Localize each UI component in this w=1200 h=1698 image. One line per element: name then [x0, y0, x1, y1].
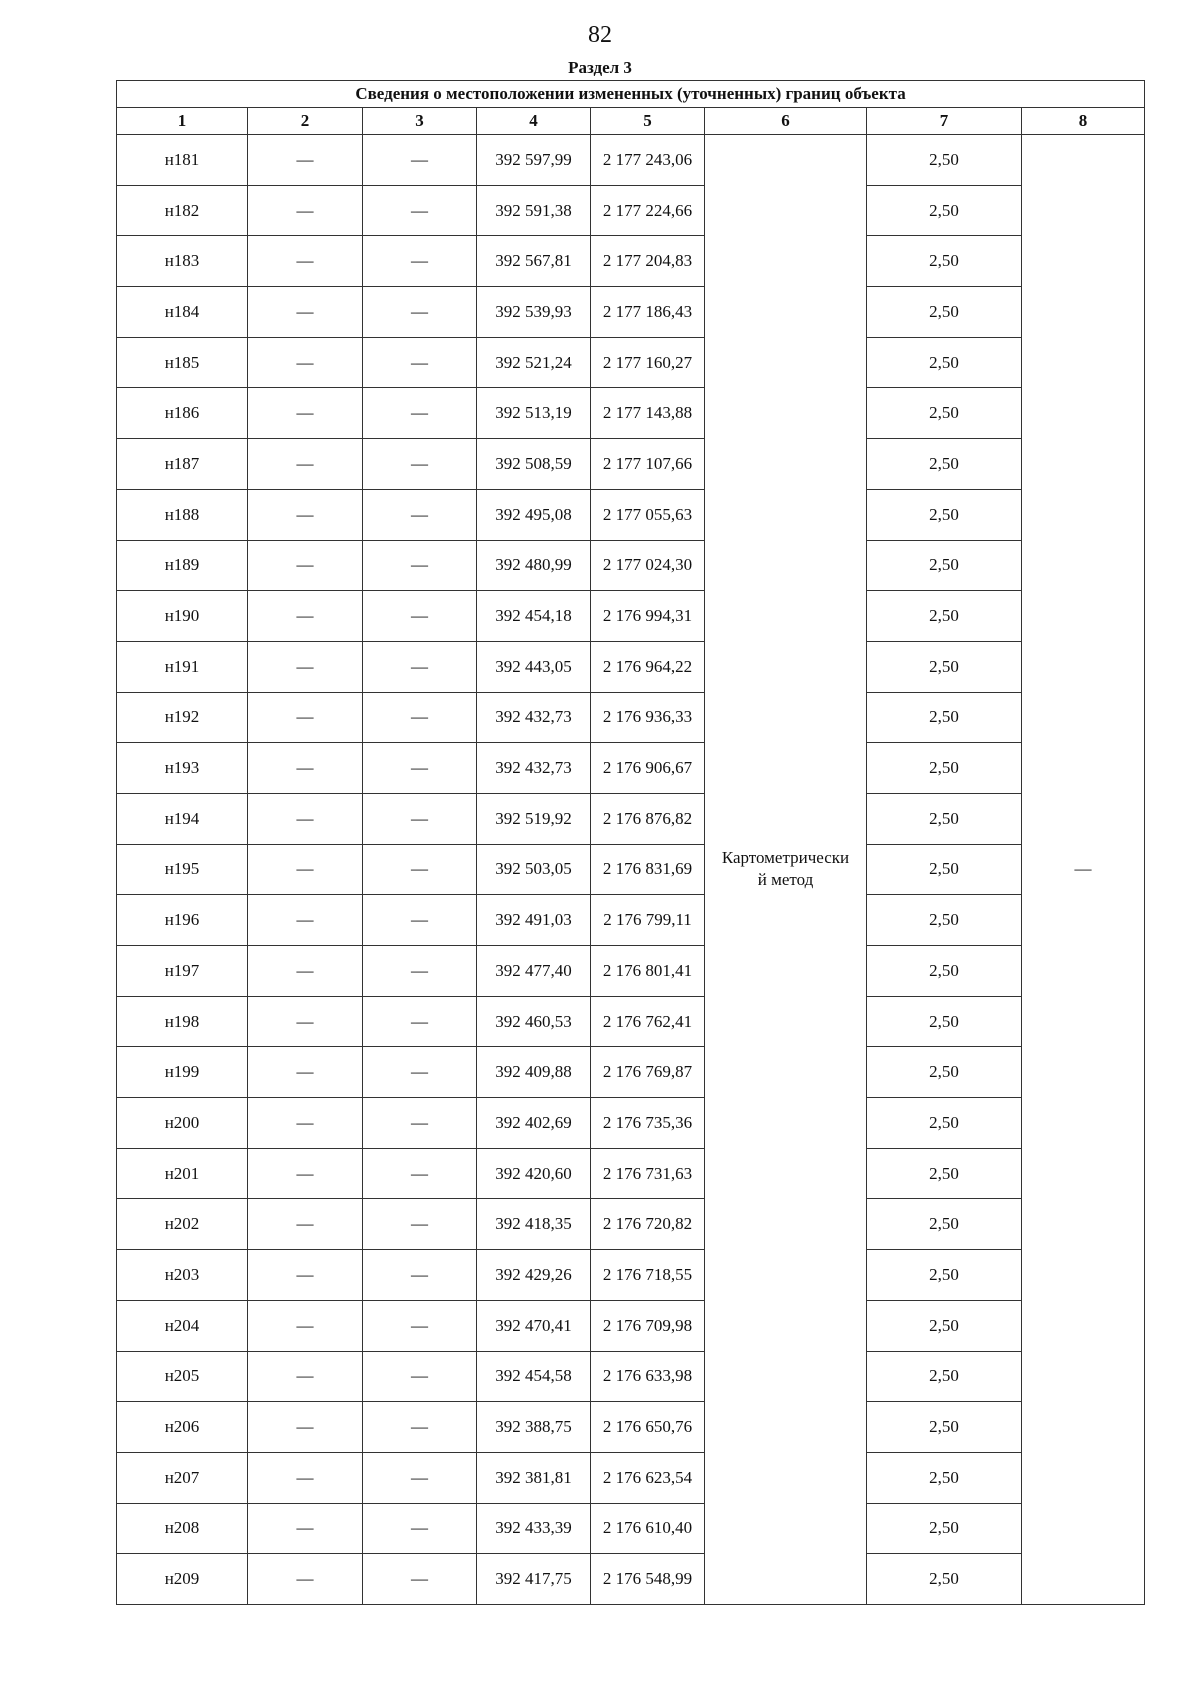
table-row [117, 1554, 1145, 1605]
y-coordinate-cell: 2 176 735,36 [591, 1098, 705, 1149]
column-number: 4 [477, 108, 591, 135]
column-3-cell: — [363, 743, 477, 794]
column-2-cell: — [248, 1199, 363, 1250]
point-id-cell: н207 [117, 1452, 248, 1503]
column-2-cell: — [248, 946, 363, 997]
y-coordinate-cell: 2 176 623,54 [591, 1452, 705, 1503]
table-row [117, 1047, 1145, 1098]
column-2-cell: — [248, 1554, 363, 1605]
column-2-cell: — [248, 1047, 363, 1098]
boundary-coordinates-table [116, 80, 1145, 1605]
accuracy-cell: 2,50 [867, 1199, 1022, 1250]
accuracy-cell: 2,50 [867, 1503, 1022, 1554]
x-coordinate-cell: 392 470,41 [477, 1300, 591, 1351]
point-id-cell: н209 [117, 1554, 248, 1605]
column-2-cell: — [248, 895, 363, 946]
table-row [117, 1503, 1145, 1554]
column-2-cell: — [248, 793, 363, 844]
accuracy-cell: 2,50 [867, 287, 1022, 338]
point-id-cell: н201 [117, 1148, 248, 1199]
column-3-cell: — [363, 1351, 477, 1402]
y-coordinate-cell: 2 177 107,66 [591, 439, 705, 490]
table-row [117, 1199, 1145, 1250]
y-coordinate-cell: 2 176 709,98 [591, 1300, 705, 1351]
x-coordinate-cell: 392 491,03 [477, 895, 591, 946]
accuracy-cell: 2,50 [867, 692, 1022, 743]
point-id-cell: н192 [117, 692, 248, 743]
column-3-cell: — [363, 1148, 477, 1199]
column-3-cell: — [363, 185, 477, 236]
column-3-cell: — [363, 844, 477, 895]
column-3-cell: — [363, 1452, 477, 1503]
point-id-cell: н206 [117, 1402, 248, 1453]
y-coordinate-cell: 2 176 994,31 [591, 591, 705, 642]
x-coordinate-cell: 392 381,81 [477, 1452, 591, 1503]
accuracy-cell: 2,50 [867, 1351, 1022, 1402]
table-row [117, 895, 1145, 946]
accuracy-cell: 2,50 [867, 489, 1022, 540]
column-3-cell: — [363, 439, 477, 490]
point-id-cell: н181 [117, 135, 248, 186]
column-3-cell: — [363, 540, 477, 591]
x-coordinate-cell: 392 521,24 [477, 337, 591, 388]
point-id-cell: н190 [117, 591, 248, 642]
x-coordinate-cell: 392 508,59 [477, 439, 591, 490]
table-row [117, 388, 1145, 439]
section-title: Раздел 3 [568, 58, 632, 77]
x-coordinate-cell: 392 388,75 [477, 1402, 591, 1453]
column-2-cell: — [248, 540, 363, 591]
y-coordinate-cell: 2 176 718,55 [591, 1250, 705, 1301]
table-row [117, 743, 1145, 794]
accuracy-cell: 2,50 [867, 996, 1022, 1047]
column-3-cell: — [363, 236, 477, 287]
table-row [117, 1098, 1145, 1149]
column-3-cell: — [363, 1554, 477, 1605]
y-coordinate-cell: 2 177 224,66 [591, 185, 705, 236]
y-coordinate-cell: 2 176 964,22 [591, 641, 705, 692]
point-id-cell: н195 [117, 844, 248, 895]
method-text-line: Картометрически [721, 848, 850, 868]
page-number: 82 [588, 22, 612, 48]
table-row [117, 287, 1145, 338]
accuracy-cell: 2,50 [867, 185, 1022, 236]
column-3-cell: — [363, 1503, 477, 1554]
column-2-cell: — [248, 996, 363, 1047]
y-coordinate-cell: 2 176 720,82 [591, 1199, 705, 1250]
column-number: 5 [591, 108, 705, 135]
column-number: 1 [117, 108, 248, 135]
column-number: 8 [1022, 108, 1145, 135]
accuracy-cell: 2,50 [867, 895, 1022, 946]
column-3-cell: — [363, 1199, 477, 1250]
column-2-cell: — [248, 185, 363, 236]
accuracy-cell: 2,50 [867, 946, 1022, 997]
table-body [117, 135, 1145, 1605]
column-2-cell: — [248, 489, 363, 540]
y-coordinate-cell: 2 176 876,82 [591, 793, 705, 844]
y-coordinate-cell: 2 177 243,06 [591, 135, 705, 186]
column-2-cell: — [248, 1300, 363, 1351]
y-coordinate-cell: 2 177 186,43 [591, 287, 705, 338]
column-2-cell: — [248, 135, 363, 186]
x-coordinate-cell: 392 432,73 [477, 743, 591, 794]
point-id-cell: н187 [117, 439, 248, 490]
column-2-cell: — [248, 1098, 363, 1149]
column-3-cell: — [363, 793, 477, 844]
point-id-cell: н198 [117, 996, 248, 1047]
column-3-cell: — [363, 135, 477, 186]
accuracy-cell: 2,50 [867, 1452, 1022, 1503]
y-coordinate-cell: 2 177 143,88 [591, 388, 705, 439]
accuracy-cell: 2,50 [867, 388, 1022, 439]
table-row [117, 844, 1145, 895]
x-coordinate-cell: 392 539,93 [477, 287, 591, 338]
accuracy-cell: 2,50 [867, 844, 1022, 895]
table-row [117, 337, 1145, 388]
accuracy-cell: 2,50 [867, 743, 1022, 794]
y-coordinate-cell: 2 176 799,11 [591, 895, 705, 946]
column-2-cell: — [248, 1402, 363, 1453]
table-row [117, 996, 1145, 1047]
table-row [117, 489, 1145, 540]
table-row [117, 1300, 1145, 1351]
column-2-cell: — [248, 1452, 363, 1503]
x-coordinate-cell: 392 513,19 [477, 388, 591, 439]
y-coordinate-cell: 2 177 204,83 [591, 236, 705, 287]
method-cell [705, 135, 867, 1605]
column-3-cell: — [363, 946, 477, 997]
y-coordinate-cell: 2 176 906,67 [591, 743, 705, 794]
x-coordinate-cell: 392 454,18 [477, 591, 591, 642]
accuracy-cell: 2,50 [867, 540, 1022, 591]
column-2-cell: — [248, 1250, 363, 1301]
column-3-cell: — [363, 996, 477, 1047]
accuracy-cell: 2,50 [867, 1250, 1022, 1301]
x-coordinate-cell: 392 454,58 [477, 1351, 591, 1402]
x-coordinate-cell: 392 477,40 [477, 946, 591, 997]
column-2-cell: — [248, 439, 363, 490]
table-row [117, 641, 1145, 692]
table-row [117, 1148, 1145, 1199]
accuracy-cell: 2,50 [867, 641, 1022, 692]
column-3-cell: — [363, 895, 477, 946]
x-coordinate-cell: 392 443,05 [477, 641, 591, 692]
column-2-cell: — [248, 1503, 363, 1554]
table-row [117, 1351, 1145, 1402]
table-row [117, 540, 1145, 591]
point-id-cell: н208 [117, 1503, 248, 1554]
column-3-cell: — [363, 1047, 477, 1098]
column-2-cell: — [248, 287, 363, 338]
x-coordinate-cell: 392 432,73 [477, 692, 591, 743]
x-coordinate-cell: 392 417,75 [477, 1554, 591, 1605]
y-coordinate-cell: 2 176 801,41 [591, 946, 705, 997]
y-coordinate-cell: 2 176 610,40 [591, 1503, 705, 1554]
column-2-cell: — [248, 236, 363, 287]
point-id-cell: н196 [117, 895, 248, 946]
table-row [117, 591, 1145, 642]
x-coordinate-cell: 392 429,26 [477, 1250, 591, 1301]
point-id-cell: н203 [117, 1250, 248, 1301]
column-3-cell: — [363, 1402, 477, 1453]
x-coordinate-cell: 392 409,88 [477, 1047, 591, 1098]
accuracy-cell: 2,50 [867, 591, 1022, 642]
column-3-cell: — [363, 692, 477, 743]
column-number: 3 [363, 108, 477, 135]
point-id-cell: н183 [117, 236, 248, 287]
table-row [117, 793, 1145, 844]
point-id-cell: н199 [117, 1047, 248, 1098]
point-id-cell: н205 [117, 1351, 248, 1402]
y-coordinate-cell: 2 176 769,87 [591, 1047, 705, 1098]
y-coordinate-cell: 2 177 160,27 [591, 337, 705, 388]
column-3-cell: — [363, 337, 477, 388]
point-id-cell: н200 [117, 1098, 248, 1149]
column-3-cell: — [363, 287, 477, 338]
x-coordinate-cell: 392 418,35 [477, 1199, 591, 1250]
column-2-cell: — [248, 641, 363, 692]
point-id-cell: н197 [117, 946, 248, 997]
point-id-cell: н189 [117, 540, 248, 591]
table-row [117, 1250, 1145, 1301]
column-2-cell: — [248, 337, 363, 388]
table-row [117, 135, 1145, 186]
column-3-cell: — [363, 1300, 477, 1351]
point-id-cell: н193 [117, 743, 248, 794]
y-coordinate-cell: 2 176 548,99 [591, 1554, 705, 1605]
y-coordinate-cell: 2 176 762,41 [591, 996, 705, 1047]
table-row [117, 236, 1145, 287]
column-number: 2 [248, 108, 363, 135]
y-coordinate-cell: 2 176 831,69 [591, 844, 705, 895]
column-3-cell: — [363, 1250, 477, 1301]
column-3-cell: — [363, 641, 477, 692]
column-2-cell: — [248, 1351, 363, 1402]
point-id-cell: н184 [117, 287, 248, 338]
accuracy-cell: 2,50 [867, 439, 1022, 490]
column-2-cell: — [248, 1148, 363, 1199]
accuracy-cell: 2,50 [867, 135, 1022, 186]
column-2-cell: — [248, 743, 363, 794]
accuracy-cell: 2,50 [867, 793, 1022, 844]
column-3-cell: — [363, 591, 477, 642]
point-id-cell: н185 [117, 337, 248, 388]
column-3-cell: — [363, 489, 477, 540]
y-coordinate-cell: 2 177 055,63 [591, 489, 705, 540]
point-id-cell: н194 [117, 793, 248, 844]
column-number: 6 [705, 108, 867, 135]
point-id-cell: н191 [117, 641, 248, 692]
accuracy-cell: 2,50 [867, 236, 1022, 287]
table-row [117, 1402, 1145, 1453]
y-coordinate-cell: 2 176 731,63 [591, 1148, 705, 1199]
x-coordinate-cell: 392 567,81 [477, 236, 591, 287]
column-2-cell: — [248, 692, 363, 743]
accuracy-cell: 2,50 [867, 1148, 1022, 1199]
column-8-cell: — [1022, 135, 1145, 1605]
table-row [117, 185, 1145, 236]
column-3-cell: — [363, 388, 477, 439]
column-2-cell: — [248, 844, 363, 895]
table-caption: Сведения о местоположении измененных (уточненных) границ объекта [117, 81, 1145, 108]
table-row [117, 439, 1145, 490]
x-coordinate-cell: 392 433,39 [477, 1503, 591, 1554]
x-coordinate-cell: 392 402,69 [477, 1098, 591, 1149]
y-coordinate-cell: 2 176 936,33 [591, 692, 705, 743]
column-2-cell: — [248, 591, 363, 642]
accuracy-cell: 2,50 [867, 1554, 1022, 1605]
accuracy-cell: 2,50 [867, 1047, 1022, 1098]
x-coordinate-cell: 392 480,99 [477, 540, 591, 591]
y-coordinate-cell: 2 176 650,76 [591, 1402, 705, 1453]
point-id-cell: н182 [117, 185, 248, 236]
accuracy-cell: 2,50 [867, 1402, 1022, 1453]
table-row [117, 1452, 1145, 1503]
y-coordinate-cell: 2 177 024,30 [591, 540, 705, 591]
point-id-cell: н202 [117, 1199, 248, 1250]
x-coordinate-cell: 392 519,92 [477, 793, 591, 844]
x-coordinate-cell: 392 460,53 [477, 996, 591, 1047]
y-coordinate-cell: 2 176 633,98 [591, 1351, 705, 1402]
column-3-cell: — [363, 1098, 477, 1149]
x-coordinate-cell: 392 420,60 [477, 1148, 591, 1199]
x-coordinate-cell: 392 503,05 [477, 844, 591, 895]
accuracy-cell: 2,50 [867, 1098, 1022, 1149]
method-text-line: й метод [757, 870, 814, 890]
column-2-cell: — [248, 388, 363, 439]
accuracy-cell: 2,50 [867, 1300, 1022, 1351]
x-coordinate-cell: 392 495,08 [477, 489, 591, 540]
point-id-cell: н204 [117, 1300, 248, 1351]
x-coordinate-cell: 392 597,99 [477, 135, 591, 186]
column-number: 7 [867, 108, 1022, 135]
point-id-cell: н186 [117, 388, 248, 439]
accuracy-cell: 2,50 [867, 337, 1022, 388]
table-row [117, 946, 1145, 997]
point-id-cell: н188 [117, 489, 248, 540]
table-row [117, 692, 1145, 743]
x-coordinate-cell: 392 591,38 [477, 185, 591, 236]
